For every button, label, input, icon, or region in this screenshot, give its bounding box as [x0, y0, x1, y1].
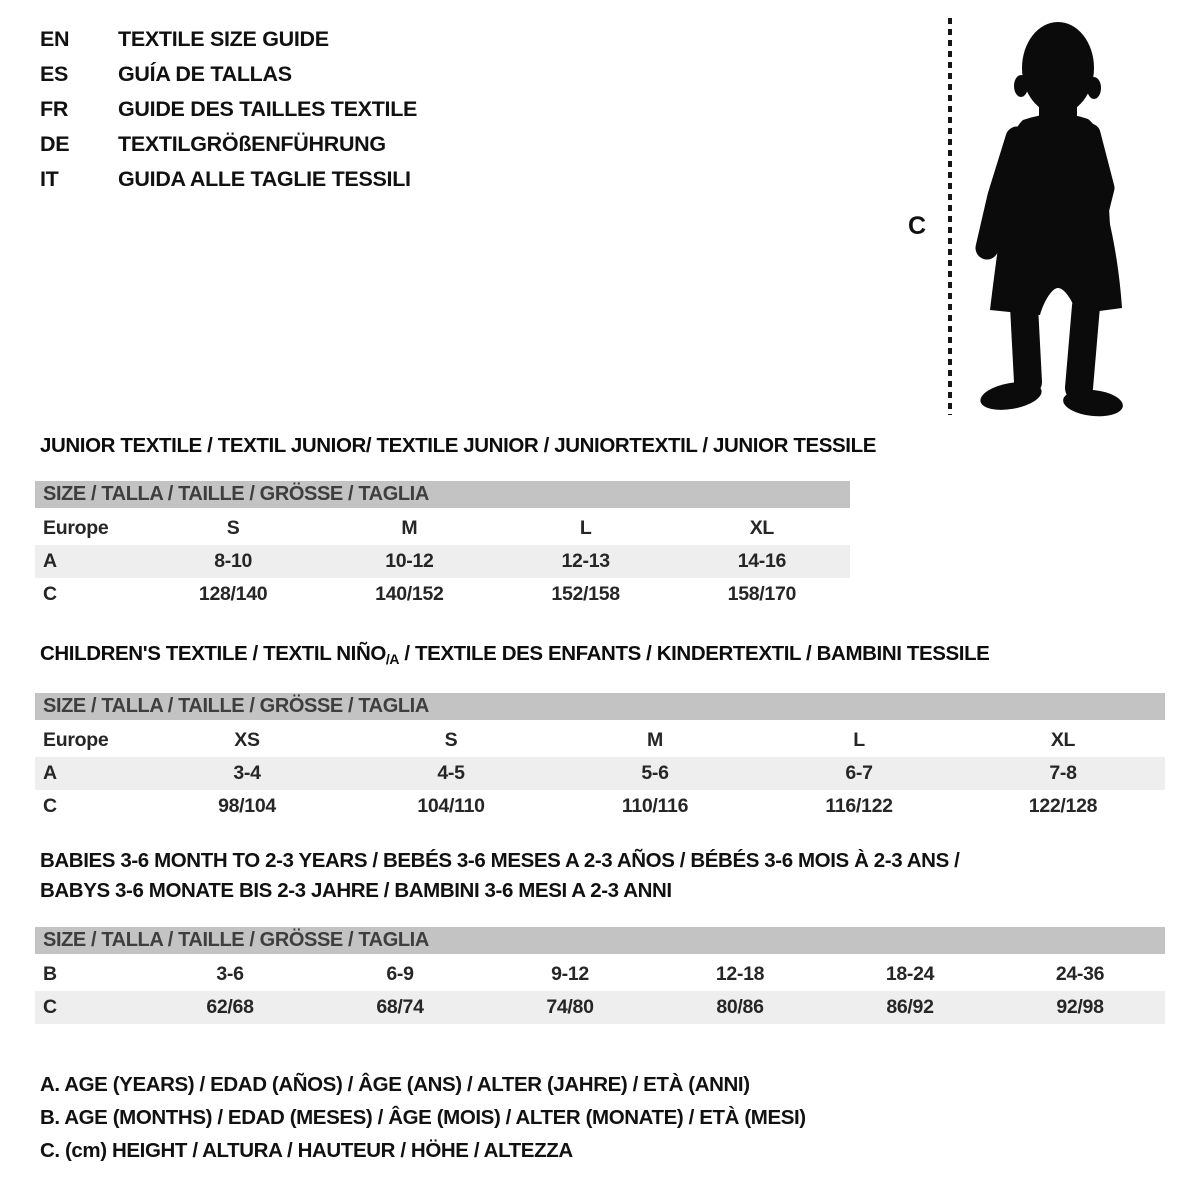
children-section-title [40, 643, 1165, 670]
language-code: IT [40, 167, 59, 191]
legend [40, 1068, 806, 1167]
cell: 62/68 [206, 996, 254, 1018]
guide-title-en: TEXTILE SIZE GUIDE [118, 27, 329, 51]
cell: L [853, 729, 865, 751]
children-title-sub: /A [385, 651, 400, 667]
babies-title-line1: BABIES 3-6 MONTH TO 2-3 YEARS / BEBÉS 3-6 MESES A 2-3 AÑOS / BÉBÉS 3-6 MOIS À 2-3 ANS / [40, 849, 960, 872]
cell: 3-4 [233, 762, 261, 784]
cell: 3-6 [216, 963, 244, 985]
cell: XL [1050, 729, 1076, 751]
cell: 116/122 [825, 795, 893, 817]
cell: 140/152 [375, 583, 444, 605]
row-label: A [43, 762, 57, 784]
cell: L [579, 517, 592, 539]
cell: 7-8 [1049, 762, 1077, 784]
cell: M [647, 729, 663, 751]
language-code: FR [40, 97, 69, 121]
cell: XS [234, 729, 260, 751]
cell: 14-16 [737, 550, 787, 572]
cell: XL [749, 517, 775, 539]
row-label: C [43, 583, 57, 605]
height-measure-dashed-line [948, 18, 952, 415]
row-label: Europe [43, 517, 109, 539]
toddler-silhouette-svg [973, 18, 1135, 418]
cell: 152/158 [551, 583, 620, 605]
legend-line-b: B. AGE (MONTHS) / EDAD (MESES) / ÂGE (MOIS) / ALTER (MONATE) / ETÀ (MESI) [40, 1106, 806, 1129]
cell: 6-7 [845, 762, 873, 784]
size-header-bar: SIZE / TALLA / TAILLE / GRÖSSE / TAGLIA [35, 693, 1165, 720]
legend-line-a: A. AGE (YEARS) / EDAD (AÑOS) / ÂGE (ANS) / ALTER (JAHRE) / ETÀ (ANNI) [40, 1073, 750, 1096]
language-row-de [40, 127, 417, 162]
toddler-silhouette [973, 18, 1135, 418]
cell: 8-10 [214, 550, 253, 572]
guide-title-fr: GUIDE DES TAILLES TEXTILE [118, 97, 418, 121]
cell: 12-13 [561, 550, 610, 572]
children-title-pre: CHILDREN'S TEXTILE / TEXTIL NIÑO [40, 642, 386, 665]
table-row-height [35, 790, 1165, 823]
language-row-en [40, 22, 417, 57]
table-row-age [35, 757, 1165, 790]
guide-title-es: GUÍA DE TALLAS [118, 62, 292, 86]
language-row-fr [40, 92, 417, 127]
children-textile-section [35, 643, 1165, 823]
cell: S [444, 729, 458, 751]
cell: 80/86 [716, 996, 764, 1018]
children-title-post: / TEXTILE DES ENFANTS / KINDERTEXTIL / BAMBINI TESSILE [399, 642, 990, 665]
cell: 122/128 [1028, 795, 1098, 817]
cell: M [401, 517, 418, 539]
cell: 128/140 [198, 583, 268, 605]
cell: 5-6 [641, 762, 669, 784]
language-code: DE [40, 132, 70, 156]
row-label: C [43, 996, 57, 1018]
height-c-label: C [908, 212, 926, 240]
language-code: ES [40, 62, 69, 86]
junior-size-table [35, 481, 850, 611]
row-label: A [43, 550, 57, 572]
babies-title-line2: BABYS 3-6 MONATE BIS 2-3 JAHRE / BAMBINI 3-6 MESI A 2-3 ANNI [40, 879, 672, 902]
cell: 24-36 [1055, 963, 1105, 985]
cell: 110/116 [621, 795, 689, 817]
junior-section-title: JUNIOR TEXTILE / TEXTIL JUNIOR/ TEXTILE JUNIOR / JUNIORTEXTIL / JUNIOR TESSILE [40, 434, 876, 457]
cell: 74/80 [546, 996, 594, 1018]
table-row-height [35, 578, 850, 611]
junior-textile-section [35, 434, 876, 611]
row-label: B [43, 963, 57, 985]
cell: 68/74 [376, 996, 424, 1018]
guide-title-de: TEXTILGRÖßENFÜHRUNG [118, 132, 386, 156]
cell: 104/110 [417, 795, 485, 817]
table-row-europe [35, 724, 1165, 757]
guide-title-it: GUIDA ALLE TAGLIE TESSILI [118, 167, 411, 191]
cell: 6-9 [386, 963, 414, 985]
language-row-es [40, 57, 417, 92]
size-header-bar: SIZE / TALLA / TAILLE / GRÖSSE / TAGLIA [35, 927, 1165, 954]
children-size-table [35, 693, 1165, 823]
row-label: Europe [43, 729, 109, 751]
size-header-bar: SIZE / TALLA / TAILLE / GRÖSSE / TAGLIA [35, 481, 850, 508]
language-row-it [40, 162, 417, 197]
cell: 10-12 [385, 550, 434, 572]
row-label: C [43, 795, 57, 817]
cell: 98/104 [218, 795, 276, 817]
cell: 92/98 [1056, 996, 1104, 1018]
cell: 4-5 [437, 762, 465, 784]
table-row-europe [35, 512, 850, 545]
babies-textile-section [35, 846, 1165, 1024]
language-title-list [40, 22, 417, 197]
table-row-age [35, 545, 850, 578]
cell: 12-18 [715, 963, 765, 985]
legend-line-c: C. (cm) HEIGHT / ALTURA / HAUTEUR / HÖHE / ALTEZZA [40, 1139, 573, 1162]
cell: 9-12 [551, 963, 589, 985]
babies-section-title [35, 846, 1165, 906]
table-row-age-months [35, 958, 1165, 991]
cell: 158/170 [727, 583, 797, 605]
cell: 18-24 [885, 963, 935, 985]
language-code: EN [40, 27, 70, 51]
babies-size-table [35, 927, 1165, 1024]
cell: 86/92 [886, 996, 934, 1018]
cell: S [226, 517, 240, 539]
table-row-height [35, 991, 1165, 1024]
